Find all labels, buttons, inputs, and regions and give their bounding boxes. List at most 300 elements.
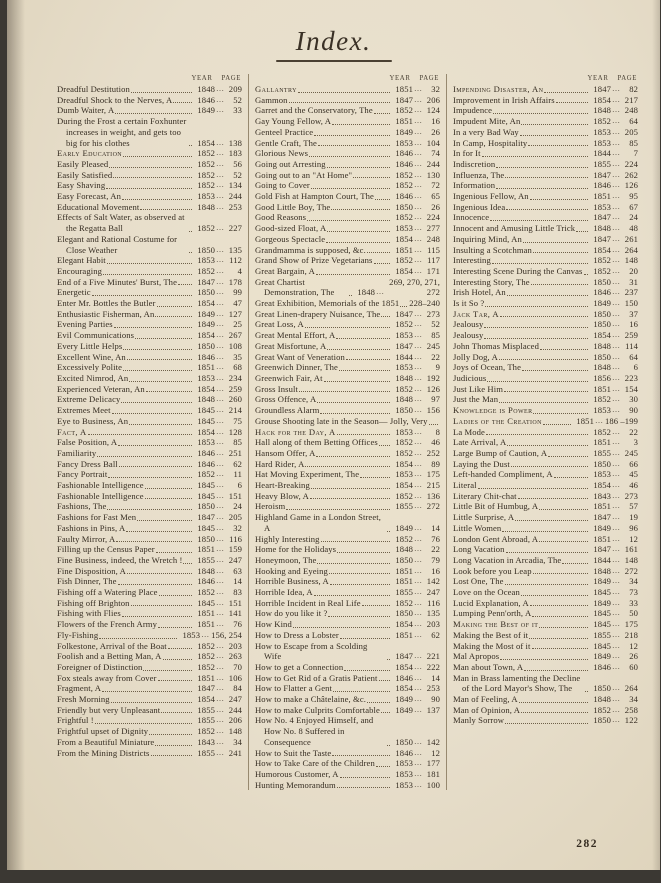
year-page-separator: ... (612, 438, 621, 447)
entry-page: 206 (426, 94, 440, 105)
index-entry (57, 105, 242, 116)
year-page-separator: ... (376, 288, 385, 297)
index-entry (453, 501, 638, 512)
entry-year: 1849 (395, 704, 413, 715)
entry-year: 1852 (395, 490, 413, 501)
entry-page: 60 (629, 661, 638, 672)
entry-title: Lost One, The (453, 576, 504, 587)
year-page-separator: ... (612, 641, 621, 650)
entry-page: 135 (228, 244, 242, 255)
year-page-separator: ... (612, 117, 621, 126)
leader-dots (146, 391, 192, 392)
index-entry (57, 726, 242, 737)
index-letter-group (453, 405, 638, 416)
index-entry (255, 416, 440, 427)
entry-year: 1852 (593, 116, 611, 127)
leader-dots (331, 209, 390, 210)
entry-year: 1846 (395, 672, 413, 683)
leader-dots (332, 755, 390, 756)
entry-year: 1852 (593, 394, 611, 405)
entry-year: 1853 (395, 426, 413, 437)
entry-page: 259 (228, 383, 242, 394)
leader-dots (112, 413, 192, 414)
year-page-separator: ... (216, 245, 225, 254)
entry-page: 122 (624, 715, 638, 726)
entry-page: 106 (228, 672, 242, 683)
year-page-separator: ... (612, 566, 621, 575)
year-page-separator: ... (414, 363, 423, 372)
leader-dots (576, 231, 588, 232)
year-page-separator: ... (216, 545, 225, 554)
entry-page: 128 (228, 426, 242, 437)
entry-title: In a very Bad Way (453, 126, 519, 137)
index-entry (453, 448, 638, 459)
leader-dots (310, 498, 390, 499)
index-entry (57, 84, 242, 95)
index-entry (255, 748, 440, 759)
entry-title: Man of Opinion, A (453, 704, 521, 715)
year-page-separator: ... (414, 780, 423, 789)
year-page-separator: ... (414, 202, 423, 211)
index-entry (453, 459, 638, 470)
entry-title: Experienced Veteran, An (57, 383, 145, 394)
entry-title: Genteel Practice (255, 126, 314, 137)
entry-page: 33 (629, 597, 638, 608)
entry-title: Heavy Blow, A (255, 490, 309, 501)
entry-page: 85 (431, 330, 440, 341)
entry-title: Interesting Scene During the Canvas (453, 265, 583, 276)
entry-title: Gammon (255, 94, 288, 105)
entry-year: 1852 (197, 469, 215, 480)
entry-title: Foolish and a Betting Man, A (57, 651, 162, 662)
year-page-separator: ... (216, 202, 225, 211)
entry-title: Horrible Idea, A (255, 587, 313, 598)
entry-year: 1853 (197, 437, 215, 448)
entry-page: 34 (629, 694, 638, 705)
entry-title: Gentle Craft, The (255, 137, 317, 148)
leader-dots (482, 156, 588, 157)
year-page-separator: ... (216, 641, 225, 650)
entry-title: How to Suit the Taste (255, 747, 332, 758)
entry-page: 137 (426, 704, 440, 715)
index-entry (255, 555, 440, 566)
leader-dots (520, 135, 588, 136)
entry-year: 1851 (197, 608, 215, 619)
year-page-separator: ... (414, 598, 423, 607)
year-page-separator: ... (216, 427, 225, 436)
entry-page: 264 (624, 244, 638, 255)
entry-page: 177 (426, 758, 440, 769)
year-page-separator: ... (414, 523, 423, 532)
leader-dots (518, 498, 588, 499)
entry-year: 1851 (197, 672, 215, 683)
year-page-separator: ... (414, 737, 423, 746)
entry-page: 245 (426, 340, 440, 351)
index-entry (255, 469, 440, 480)
year-page-separator: ... (216, 502, 225, 511)
leader-dots (387, 659, 390, 660)
index-entry (255, 148, 440, 159)
entry-page: 14 (233, 576, 242, 587)
entry-title: Familiarity (57, 447, 97, 458)
entry-title: How to Escape from a Scolding Wife (255, 640, 368, 662)
leader-dots (367, 252, 390, 253)
index-entry (57, 683, 242, 694)
entry-page: 263 (228, 651, 242, 662)
year-page-separator: ... (414, 331, 423, 340)
entry-title: Easy Forecast, An (57, 191, 121, 202)
index-entry (255, 448, 440, 459)
entry-title: Little Bit of Humbug, A (453, 501, 539, 512)
entry-page: 25 (233, 319, 242, 330)
leader-dots (183, 563, 192, 564)
leader-dots (521, 712, 588, 713)
index-entry (453, 480, 638, 491)
leader-dots (376, 766, 390, 767)
column-header (57, 74, 242, 84)
index-entry (255, 512, 440, 533)
year-page-separator: ... (216, 224, 225, 233)
entry-title: From the Mining Districts (57, 747, 150, 758)
leader-dots (156, 552, 192, 553)
entry-page: 227 (228, 223, 242, 234)
index-entry (453, 512, 638, 523)
entry-title: Gorgeous Spectacle (255, 233, 326, 244)
entry-title: Fancy Dress Ball (57, 458, 118, 469)
index-entry (453, 309, 638, 320)
index-letter-group (453, 309, 638, 405)
entry-year: 1854 (593, 94, 611, 105)
leader-dots (129, 381, 192, 382)
year-page-separator: ... (612, 106, 621, 115)
index-entry (57, 255, 242, 266)
year-page-separator: ... (216, 684, 225, 693)
year-page-separator: ... (414, 181, 423, 190)
leader-dots (523, 242, 588, 243)
leader-dots (340, 777, 390, 778)
entry-title: Fresh Morning (57, 694, 110, 705)
entry-title: Folkestone, Arrival of the Boat (57, 640, 167, 651)
index-entry (453, 159, 638, 170)
entry-title: Enter Mr. Bottles the Butler (57, 298, 156, 309)
year-page-separator: ... (414, 748, 423, 757)
leader-dots (145, 498, 192, 499)
entry-title: Irish Hotel, An (453, 287, 506, 298)
entry-title: Making the Most of it (453, 640, 531, 651)
entry-year: 1845 (197, 597, 215, 608)
index-entry (255, 608, 440, 619)
index-entry (453, 223, 638, 234)
entry-page: 32 (233, 522, 242, 533)
index-columns (7, 74, 660, 790)
index-entry (453, 405, 638, 416)
index-entry (453, 255, 638, 266)
leader-dots (519, 702, 588, 703)
index-entry (453, 534, 638, 545)
index-letter-group (255, 84, 440, 427)
entry-year: 1852 (395, 255, 413, 266)
year-page-separator: ... (216, 748, 225, 757)
entry-page: 224 (426, 212, 440, 223)
entry-title: Enthusiastic Fisherman, An (57, 308, 155, 319)
entry-year: 1848 (395, 394, 413, 405)
entry-title: Laying the Dust (453, 458, 510, 469)
entry-title: Fishing with Flies (57, 608, 121, 619)
entry-year: 1848 (593, 362, 611, 373)
entry-year: 1851 (395, 576, 413, 587)
leader-dots (155, 745, 192, 746)
index-entry (57, 170, 242, 181)
index-entry (255, 84, 440, 95)
index-entry (255, 598, 440, 609)
entry-page: 262 (624, 169, 638, 180)
entry-title: How to Get Rid of a Gratis Patient (255, 672, 378, 683)
year-page-separator: ... (414, 684, 423, 693)
entry-page: 64 (629, 116, 638, 127)
index-entry (255, 769, 440, 780)
leader-dots (178, 284, 192, 285)
entry-title: Going out to an "At Home" (255, 169, 353, 180)
entry-title: Indiscretion (453, 158, 496, 169)
entry-title: In Camp, Hospitality (453, 137, 528, 148)
year-page-separator: ... (216, 513, 225, 522)
year-page-separator: ... (414, 673, 423, 682)
index-entry (255, 437, 440, 448)
leader-dots (511, 466, 588, 467)
year-page-separator: ... (216, 577, 225, 586)
year-page-separator: ... (612, 395, 621, 404)
entry-year: 1850 (395, 736, 413, 747)
entry-page: 126 (624, 180, 638, 191)
index-entry (453, 715, 638, 726)
index-entry (57, 576, 242, 587)
leader-dots (532, 616, 588, 617)
entry-page: 127 (228, 308, 242, 319)
leader-dots (127, 359, 192, 360)
entry-page: 62 (431, 629, 440, 640)
entry-title: Humorous Customer, A (255, 769, 339, 779)
index-entry (57, 148, 242, 159)
leader-dots (374, 113, 390, 114)
leader-dots (515, 520, 588, 521)
entry-page: 11 (233, 469, 242, 480)
entry-page: 57 (629, 501, 638, 512)
leader-dots (328, 616, 390, 617)
entry-year: 1850 (197, 287, 215, 298)
entry-page: 22 (431, 351, 440, 362)
index-letter-group (57, 427, 242, 759)
entry-page: 52 (233, 169, 242, 180)
year-page-separator: ... (414, 577, 423, 586)
entry-year: 1852 (593, 704, 611, 715)
entry-year: 1854 (395, 458, 413, 469)
leader-dots (530, 199, 588, 200)
year-page-separator: ... (414, 384, 423, 393)
leader-dots (544, 92, 588, 93)
index-entry (453, 662, 638, 673)
entry-year: 1850 (593, 351, 611, 362)
entry-title: Every Little Helps (57, 340, 123, 351)
index-entry (453, 319, 638, 330)
entry-page: 247 (228, 554, 242, 565)
leader-dots (107, 263, 192, 264)
entry-year: 1851 (593, 533, 611, 544)
entry-year: 1847 (593, 512, 611, 523)
index-letter-group (57, 84, 242, 148)
leader-dots (126, 531, 192, 532)
entry-title: Literal (453, 480, 477, 491)
entry-title: Interesting Story, The (453, 276, 530, 287)
entry-title: Jealousy (453, 330, 484, 341)
entry-year: 1856 (593, 372, 611, 383)
year-page-separator: ... (612, 299, 621, 308)
entry-year: 1852 (395, 212, 413, 223)
entry-title: La Mode (453, 426, 485, 437)
leader-dots (121, 402, 192, 403)
year-page-separator: ... (612, 256, 621, 265)
entry-page: 150 (624, 298, 638, 309)
leader-dots (528, 145, 588, 146)
index-entry (453, 341, 638, 352)
index-entry (255, 641, 440, 662)
year-page-separator: ... (612, 331, 621, 340)
entry-page: 245 (624, 447, 638, 458)
index-entry (57, 287, 242, 298)
entry-page: 269, 270, 271, 272 (389, 276, 440, 298)
entry-page: 4 (237, 265, 242, 276)
entry-year: 1855 (197, 704, 215, 715)
year-page-separator: ... (612, 159, 621, 168)
index-entry (57, 394, 242, 405)
leader-dots (103, 274, 192, 275)
leader-dots (493, 113, 588, 114)
index-entry (255, 534, 440, 545)
entry-title: Grandmamma is supposed, &c. (255, 244, 366, 255)
entry-year: 1851 (197, 544, 215, 555)
entry-title: Easily Satisfied (57, 169, 113, 180)
year-page-separator: ... (612, 213, 621, 222)
entry-title: Fashions in Pins, A (57, 522, 126, 533)
leader-dots (337, 434, 390, 435)
leader-dots (533, 573, 588, 574)
entry-page: 65 (431, 191, 440, 202)
index-column-1 (51, 74, 248, 790)
index-entry (255, 309, 440, 320)
year-page-separator: ... (612, 363, 621, 372)
entry-title: Horrible Incident in Real Life (255, 597, 361, 608)
entry-year: 1849 (197, 105, 215, 116)
leader-dots (113, 177, 192, 178)
leader-dots (505, 723, 588, 724)
entry-year: 1851 (395, 116, 413, 127)
leader-dots (496, 188, 588, 189)
index-entry (255, 127, 440, 138)
entry-page: 215 (426, 480, 440, 491)
leader-dots (157, 306, 192, 307)
entry-page: 99 (233, 287, 242, 298)
index-entry (255, 384, 440, 395)
leader-dots (543, 424, 571, 425)
leader-dots (387, 745, 390, 746)
leader-dots (88, 434, 192, 435)
entry-page: 241 (228, 747, 242, 758)
index-entry (57, 608, 242, 619)
year-page-separator: ... (216, 737, 225, 746)
entry-year: 1854 (197, 426, 215, 437)
year-page-separator: ... (612, 85, 621, 93)
entry-page: 178 (228, 276, 242, 287)
year-page-separator: ... (216, 727, 225, 736)
leader-dots (123, 349, 192, 350)
year-page-separator: ... (216, 491, 225, 500)
entry-title: Impudence (453, 105, 493, 116)
entry-title: Extreme Delicacy (57, 394, 121, 405)
year-page-separator: ... (414, 117, 423, 126)
year-page-separator: ... (216, 620, 225, 629)
index-entry (57, 544, 242, 555)
entry-title: Making the Best of it (453, 619, 539, 630)
entry-year: 1852 (197, 661, 215, 672)
entry-page: 138 (228, 137, 242, 148)
index-entry (255, 705, 440, 716)
entry-title: Little Surprise, A (453, 512, 515, 523)
index-entry (57, 598, 242, 609)
entry-year: 1854 (395, 265, 413, 276)
leader-dots (109, 167, 192, 168)
year-page-separator: ... (414, 213, 423, 222)
entry-title: Long Vacation in Arcadia, The (453, 554, 562, 565)
index-entry (57, 662, 242, 673)
index-entry (255, 630, 440, 641)
entry-page: 253 (426, 683, 440, 694)
entry-year: 1851 (197, 619, 215, 630)
entry-title: Lucid Explanation, A (453, 597, 529, 608)
leader-dots (530, 605, 588, 606)
year-column-header: YEAR (389, 75, 411, 82)
index-entry (255, 234, 440, 245)
leader-dots (400, 306, 407, 307)
leader-dots (108, 477, 192, 478)
leader-dots (360, 477, 390, 478)
year-page-separator: ... (216, 288, 225, 297)
entry-page: 209 (228, 84, 242, 94)
index-entry (255, 683, 440, 694)
leader-dots (485, 306, 588, 307)
entry-page: 206 (228, 715, 242, 726)
leader-dots (500, 316, 588, 317)
index-entry (57, 651, 242, 662)
entry-year: 1854 (593, 330, 611, 341)
entry-year: 1847 (197, 683, 215, 694)
entry-title: Fish Dinner, The (57, 576, 117, 587)
year-page-separator: ... (216, 320, 225, 329)
entry-page: 76 (233, 619, 242, 630)
entry-page: 134 (228, 180, 242, 191)
leader-dots (118, 445, 192, 446)
entry-year: 1852 (593, 255, 611, 266)
entry-page: 76 (431, 533, 440, 544)
entry-page: 148 (624, 554, 638, 565)
year-page-separator: ... (216, 673, 225, 682)
entry-page: 260 (228, 394, 242, 405)
entry-year: 1848 (593, 340, 611, 351)
entry-page: 45 (629, 469, 638, 480)
entry-page: 35 (233, 351, 242, 362)
entry-year: 1849 (395, 522, 413, 533)
entry-year: 1853 (395, 769, 413, 779)
leader-dots (529, 638, 588, 639)
index-entry (57, 266, 242, 277)
